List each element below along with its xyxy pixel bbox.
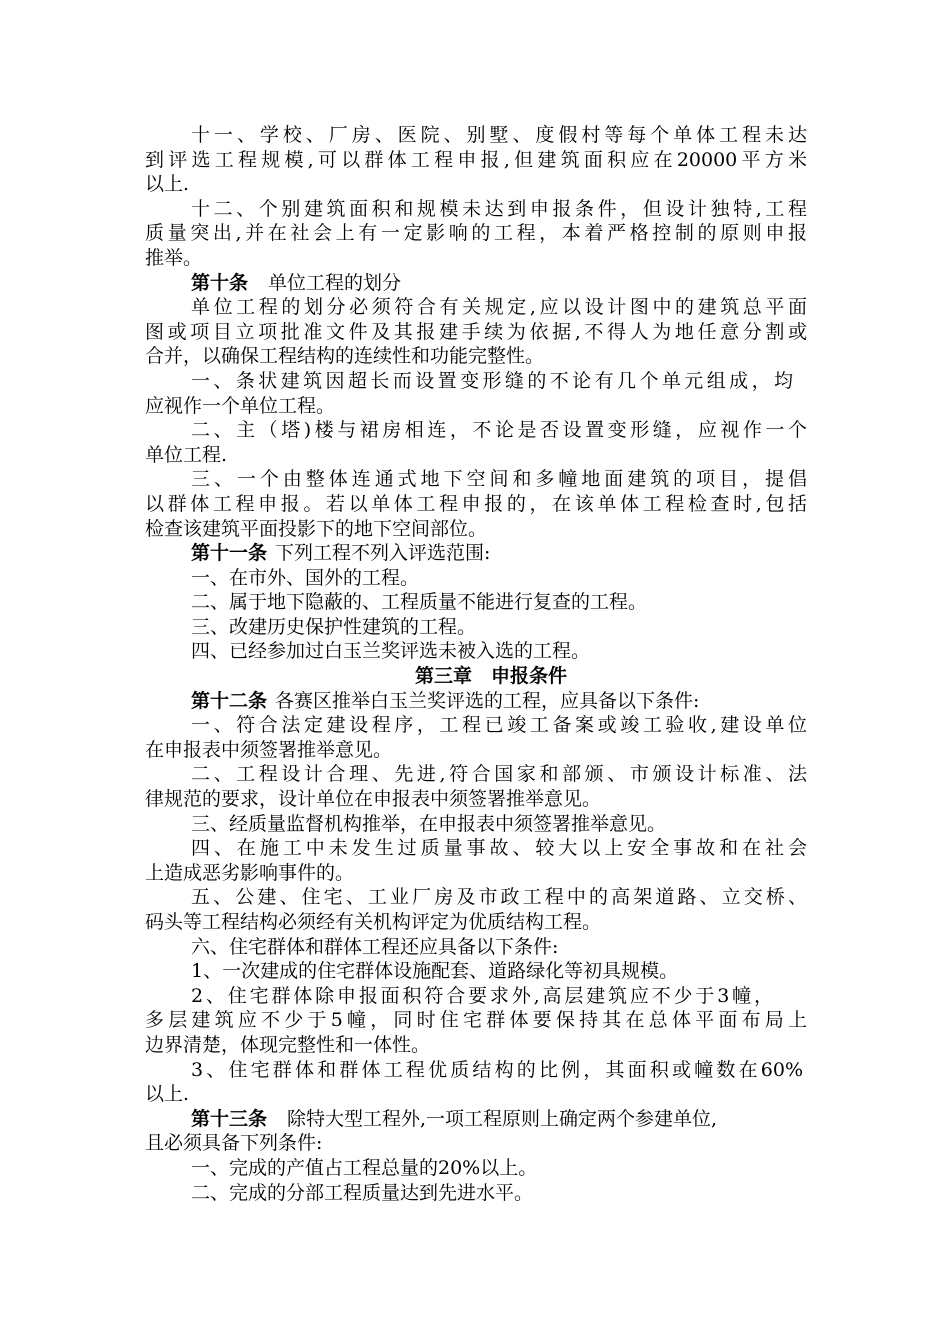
text-line: 四、已经参加过白玉兰奖评选未被入选的工程。 <box>191 640 591 663</box>
text-line: 一、条状建筑因超长而设置变形缝的不论有几个单元组成，均 <box>191 369 793 392</box>
article-text: 单位工程的划分 <box>268 271 402 294</box>
text-line: 图或项目立项批准文件及其报建手续为依据,不得人为地任意分割或 <box>145 320 807 343</box>
article-heading-12 <box>145 689 807 714</box>
text-line: 单位工程. <box>145 443 228 466</box>
text-line: 一、完成的产值占工程总量的20%以上。 <box>191 1156 538 1179</box>
text-line: 多层建筑应不少于5幢，同时住宅群体要保持其在总体平面布局上 <box>145 1009 807 1032</box>
text-line: 律规范的要求，设计单位在申报表中须签署推举意见。 <box>145 788 602 811</box>
text-line: 以群体工程申报。若以单体工程申报的，在该单体工程检查时,包括 <box>145 492 807 515</box>
article-label: 第十三条 <box>191 1107 268 1130</box>
text-line: 三、经质量监督机构推举，在申报表中须签署推举意见。 <box>191 812 667 835</box>
text-line: 在申报表中须签署推举意见。 <box>145 738 393 761</box>
text-line: 二、完成的分部工程质量达到先进水平。 <box>191 1181 534 1204</box>
article-label: 第十条 <box>191 271 249 294</box>
text-line: 三、改建历史保护性建筑的工程。 <box>191 615 477 638</box>
chapter-title: 第三章 申报条件 <box>414 665 567 688</box>
text-line: 1、一次建成的住宅群体设施配套、道路绿化等初具规模。 <box>191 960 679 983</box>
text-line: 单位工程的划分必须符合有关规定,应以设计图中的建筑总平面 <box>191 296 807 319</box>
text-line: 十二、个别建筑面积和规模未达到申报条件，但设计独特,工程 <box>191 197 807 220</box>
text-line: 二、属于地下隐蔽的、工程质量不能进行复查的工程。 <box>191 591 648 614</box>
text-line: 合并，以确保工程结构的连续性和功能完整性。 <box>145 345 545 368</box>
text-line: 四、在施工中未发生过质量事故、较大以上安全事故和在社会 <box>191 837 807 860</box>
article-text: 下列工程不列入评选范围: <box>275 542 491 565</box>
text-line: 一、在市外、国外的工程。 <box>191 566 420 589</box>
article-text: 各赛区推举白玉兰奖评选的工程，应具备以下条件: <box>275 689 700 712</box>
text-line: 3、住宅群体和群体工程优质结构的比例，其面积或幢数在60% <box>191 1058 803 1081</box>
article-heading-11 <box>145 541 807 566</box>
text-line: 到评选工程规模,可以群体工程申报,但建筑面积应在20000平方米 <box>145 148 807 171</box>
text-line: 推举。 <box>145 246 203 269</box>
text-line: 质量突出,并在社会上有一定影响的工程，本着严格控制的原则申报 <box>145 222 807 245</box>
article-label: 第十二条 <box>191 689 268 712</box>
text-line: 二、工程设计合理、先进,符合国家和部颁、市颁设计标准、法 <box>191 763 807 786</box>
text-line: 三、一个由整体连通式地下空间和多幢地面建筑的项目，提倡 <box>191 468 807 491</box>
text-line: 上造成恶劣影响事件的。 <box>145 861 355 884</box>
text-line: 以上. <box>145 1083 190 1106</box>
text-line: 码头等工程结构必须经有关机构评定为优质结构工程。 <box>145 911 602 933</box>
text-line: 应视作一个单位工程。 <box>145 394 336 417</box>
text-line: 且必须具备下列条件: <box>145 1132 323 1155</box>
text-line: 二、主（塔)楼与裙房相连，不论是否设置变形缝，应视作一个 <box>191 419 807 442</box>
text-line: 边界清楚，体现完整性和一体性。 <box>145 1033 431 1056</box>
article-label: 第十一条 <box>191 542 268 565</box>
text-line: 五、公建、住宅、工业厂房及市政工程中的高架道路、立交桥、 <box>191 886 807 909</box>
text-line: 以上. <box>145 173 190 196</box>
text-line: 十一、学校、厂房、医院、别墅、度假村等每个单体工程未达 <box>191 124 807 146</box>
text-line: 六、住宅群体和群体工程还应具备以下条件: <box>191 935 559 958</box>
article-text: 除特大型工程外,一项工程原则上确定两个参建单位, <box>287 1107 718 1130</box>
document-page <box>145 123 807 1205</box>
text-line: 2、住宅群体除申报面积符合要求外,高层建筑应不少于3幢， <box>191 984 773 1007</box>
text-line: 一、符合法定建设程序，工程已竣工备案或竣工验收,建设单位 <box>191 714 807 737</box>
article-heading-10 <box>145 271 807 296</box>
article-heading-13 <box>145 1107 807 1132</box>
text-line: 检查该建筑平面投影下的地下空间部位。 <box>145 517 488 540</box>
